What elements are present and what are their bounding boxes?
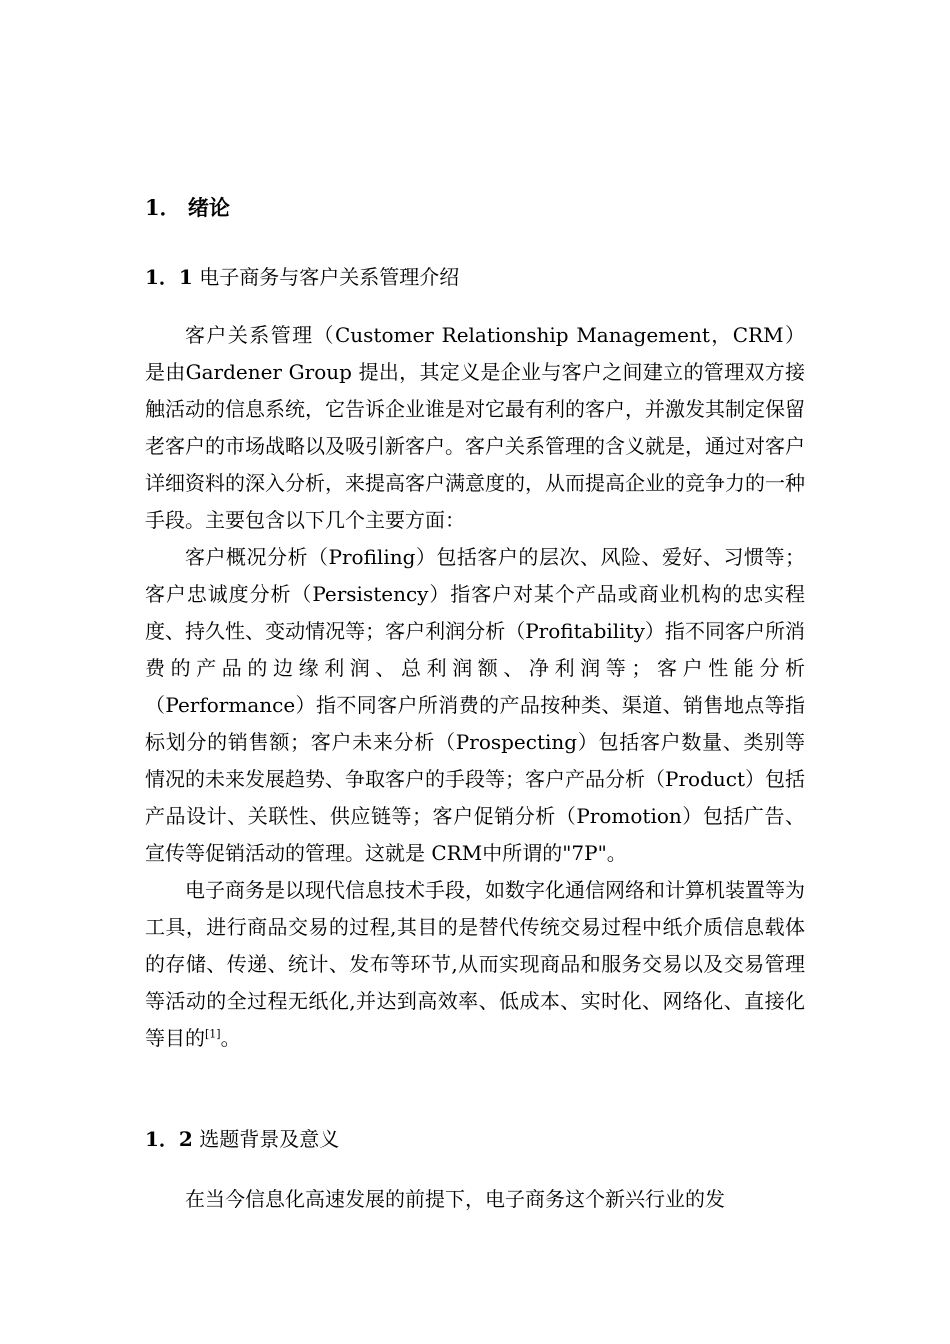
section-title: 选题背景及意义 <box>192 1127 340 1151</box>
section-title: 电子商务与客户关系管理介绍 <box>192 265 460 289</box>
paragraph-crm-definition: 客户关系管理（Customer Relationship Management，CRM）是由Gardener Group 提出，其定义是企业与客户之间建立的管理双方接触活动的信息系统，它告诉企业谁是对它最有利的客户，并激发其制定保留老客户的市场战略以及吸引新客户。客户关系管理的含义就是，通过对客户详细资料的深入分析，来提高客户满意度的，从而提高企业的竞争力的一种手段。主要包含以下几个主要方面： <box>145 323 805 532</box>
paragraph-text: 电子商务是以现代信息技术手段，如数字化通信网络和计算机装置等为工具，进行商品交易的过程,其目的是替代传统交易过程中纸介质信息载体的存储、传递、统计、发布等环节,从而实现商品和服务交易以及交易管理等活动的全过程无纸化,并达到高效率、低成本、实时化、网络化、直接化等目的 <box>145 878 805 1050</box>
section-heading-1-2 <box>145 1125 339 1153</box>
section-1-2-body <box>145 1181 805 1218</box>
paragraph-background: 在当今信息化高速发展的前提下，电子商务这个新兴行业的发 <box>185 1187 725 1211</box>
paragraph-ecommerce-definition <box>145 872 805 1057</box>
section-heading-1-1 <box>145 263 459 291</box>
citation-reference: [1] <box>205 1027 221 1041</box>
section-number: 1．2 <box>145 1127 193 1151</box>
paragraph-end-punctuation: 。 <box>220 1026 241 1050</box>
section-number: 1．1 <box>145 265 193 289</box>
paragraph-7p-analysis: 客户概况分析（Profiling）包括客户的层次、风险、爱好、习惯等；客户忠诚度分析（Persistency）指客户对某个产品或商业机构的忠实程度、持久性、变动情况等；客户利润分析（Profitability）指不同客户所消费的产品的边缘利润、总利润额、净利润等；客户性能分析（Performance）指不同客户所消费的产品按种类、渠道、销售地点等指标划分的销售额；客户未来分析（Prospecting）包括客户数量、类别等情况的未来发展趋势、争取客户的手段等；客户产品分析（Product）包括产品设计、关联性、供应链等；客户促销分析（Promotion）包括广告、宣传等促销活动的管理。这就是 CRM中所谓的"7P"。 <box>145 545 805 865</box>
chapter-heading: 1． 绪论 <box>145 195 230 220</box>
section-1-1-body <box>145 317 805 1057</box>
